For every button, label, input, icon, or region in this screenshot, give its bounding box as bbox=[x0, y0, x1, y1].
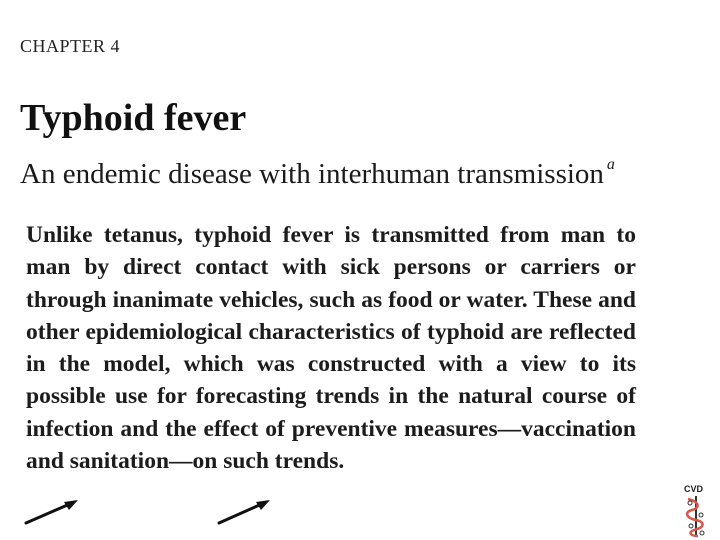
arrow-icon bbox=[26, 500, 78, 523]
caduceus-logo-icon bbox=[676, 482, 716, 538]
page-title: Typhoid fever bbox=[20, 97, 247, 139]
body-paragraph: Unlike tetanus, typhoid fever is transmitted from man to man by direct contact with sick persons or carriers or through inanimate vehicles, such as food or water. These and other epidemiological characteristics of typhoid are reflected in the model, which was constructed with a view to its possible use for forecasting trends in the natural course of infection and the effect of preventive measures—vaccination and sanitation—on such trends. bbox=[26, 222, 636, 475]
arrow-icon bbox=[219, 500, 270, 523]
logo-text: CVD bbox=[684, 484, 704, 494]
subtitle-text: An endemic disease with interhuman transmission bbox=[20, 158, 604, 190]
footnote-marker: a bbox=[606, 156, 615, 173]
chapter-label: CHAPTER 4 bbox=[20, 36, 121, 56]
